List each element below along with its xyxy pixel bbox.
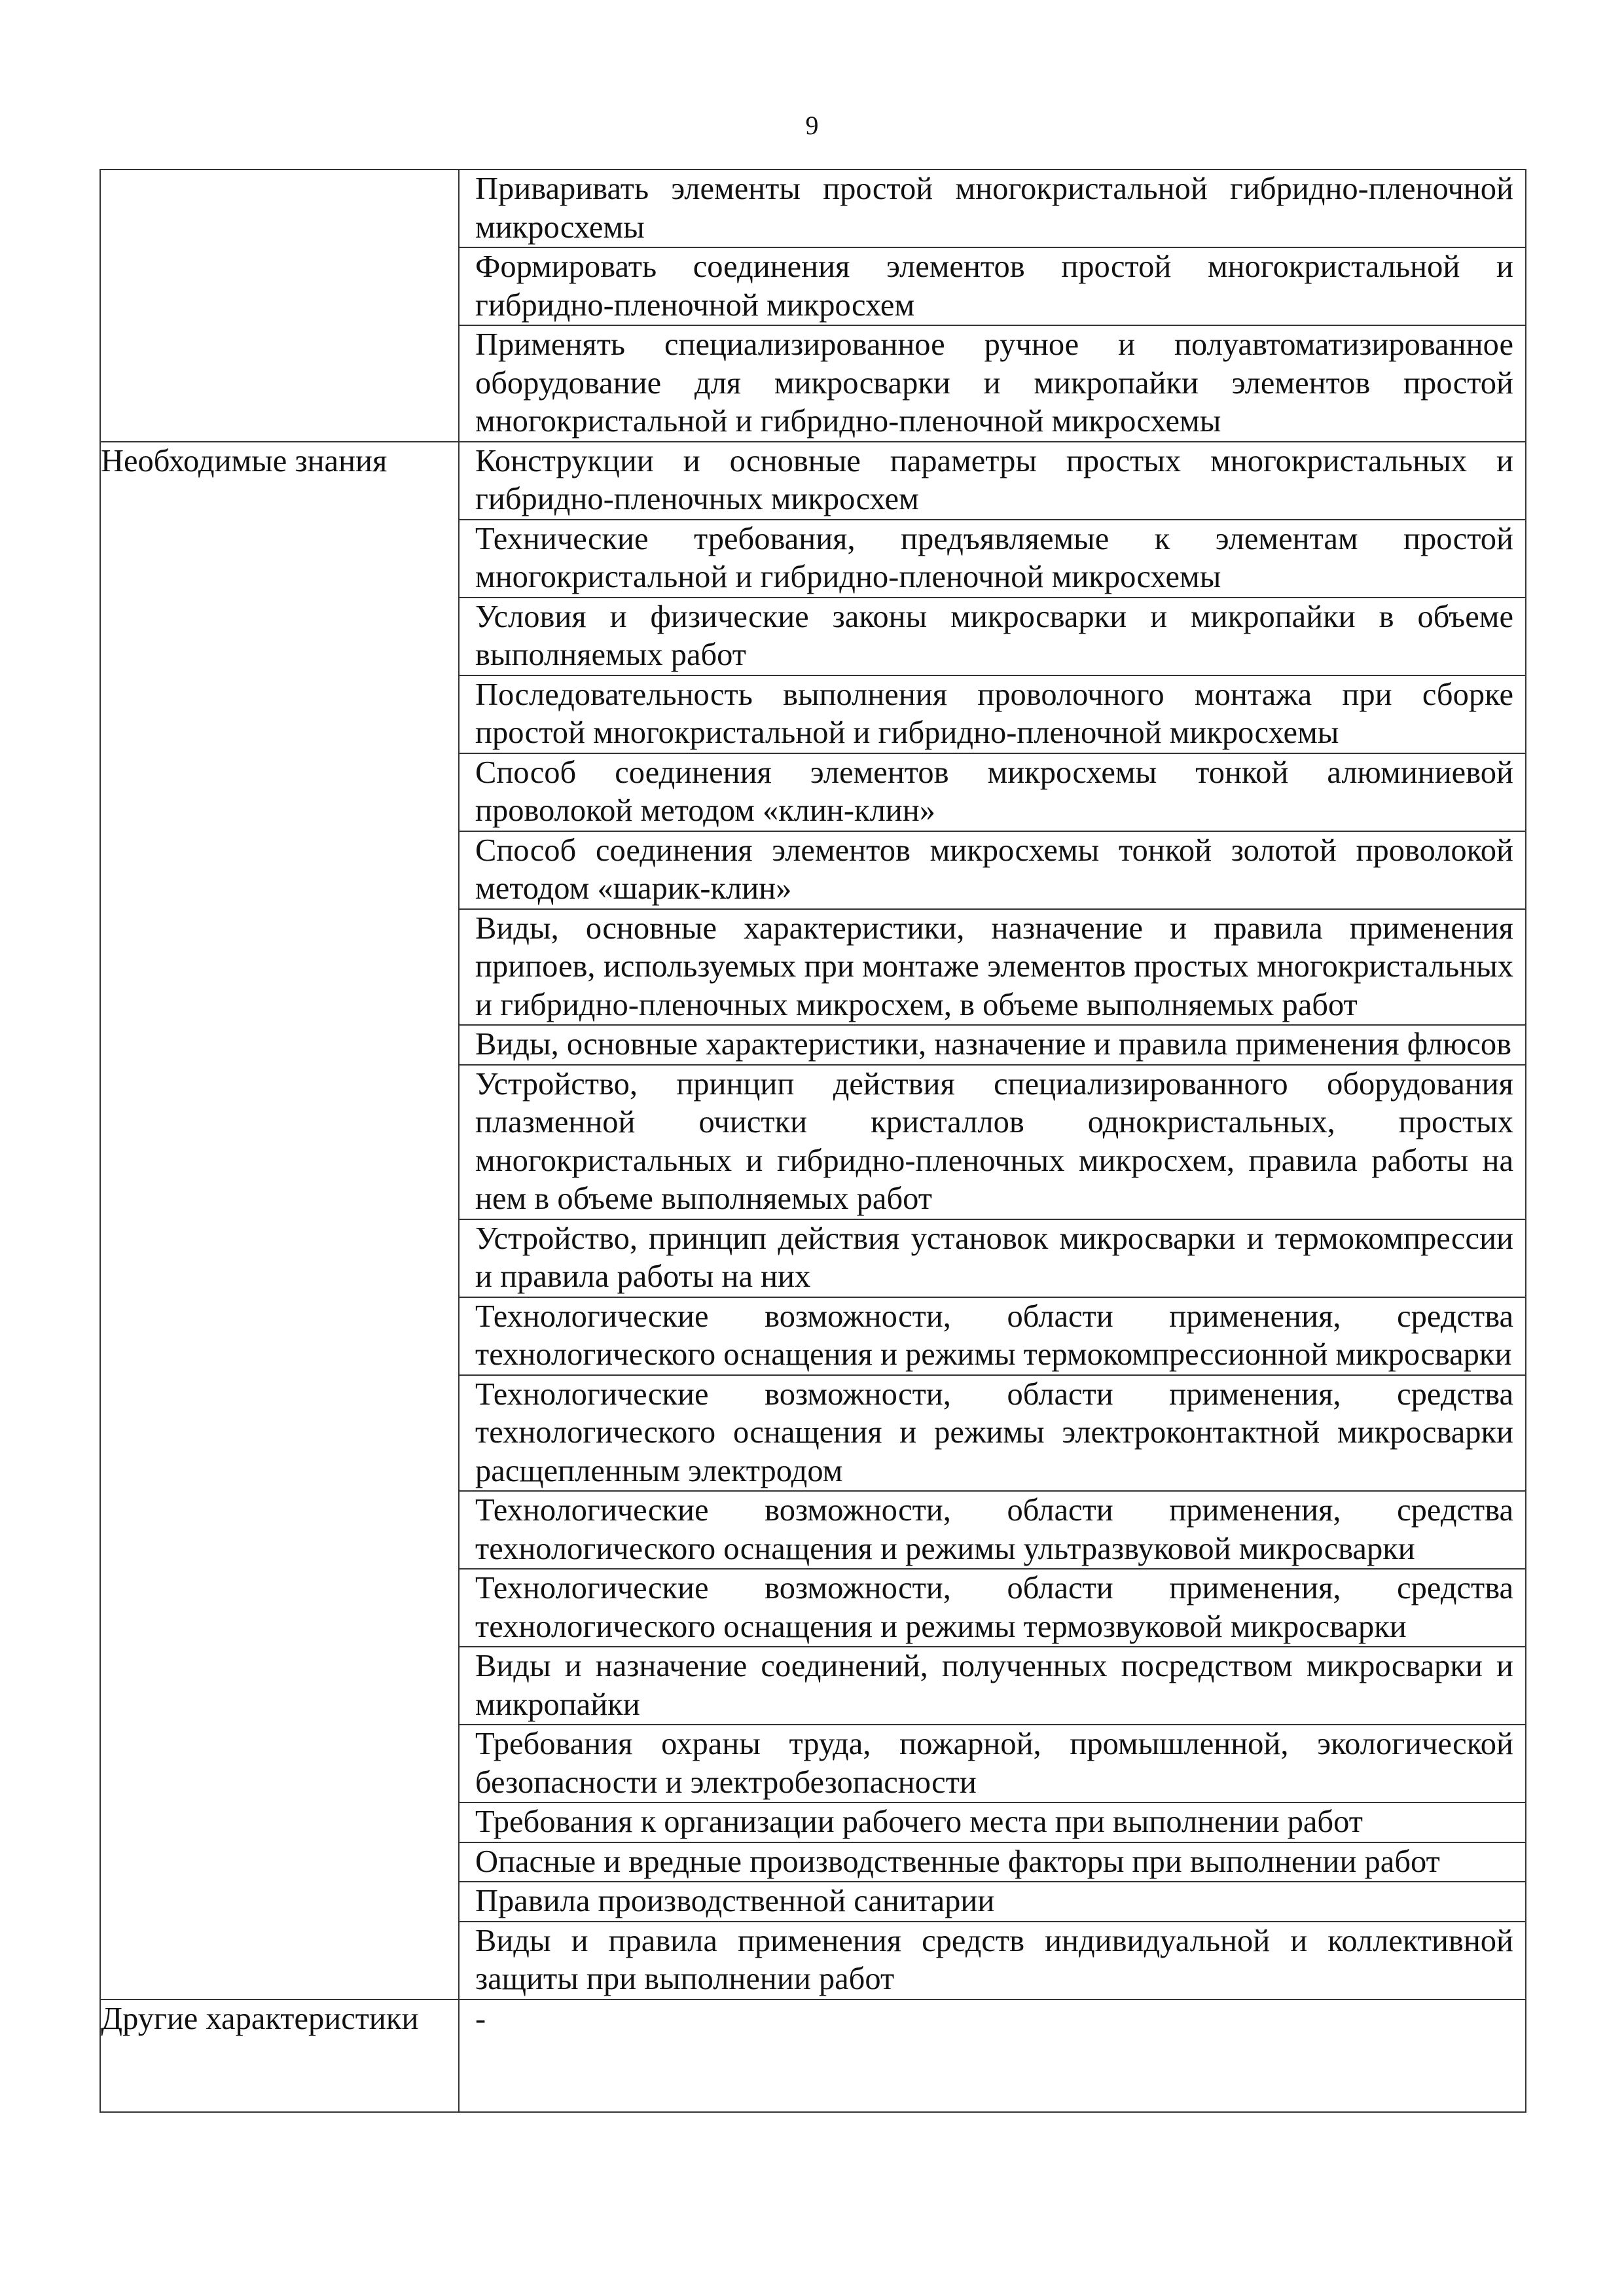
- list-item: Требования охраны труда, пожарной, промышленной, экологической безопасности и электробезопасности: [460, 1724, 1525, 1802]
- list-item: Способ соединения элементов микросхемы тонкой алюминиевой проволокой методом «клин-клин»: [460, 753, 1525, 831]
- list-item: Приваривать элементы простой многокристальной гибридно-пленочной микросхемы: [475, 171, 1513, 245]
- list-item: Последовательность выполнения проволочного монтажа при сборке простой многокристальной и гибридно-пленочной микросхемы: [460, 675, 1525, 753]
- table-row: [100, 170, 1526, 442]
- list-item: Формировать соединения элементов простой многокристальной и гибридно-пленочной микросхем: [460, 247, 1525, 325]
- list-item: Конструкции и основные параметры простых многокристальных и гибридно-пленочных микросхем: [475, 443, 1513, 516]
- list-item: Способ соединения элементов микросхемы тонкой золотой проволокой методом «шарик-клин»: [460, 831, 1525, 908]
- list-item: Технологические возможности, области применения, средства технологического оснащения и режимы электроконтактной микросварки расщепленным электродом: [460, 1374, 1525, 1491]
- list-item: Условия и физические законы микросварки и микропайки в объеме выполняемых работ: [460, 597, 1525, 675]
- qualification-table: [99, 169, 1526, 2113]
- row-content-cell: [459, 442, 1526, 2000]
- list-item: Виды и назначение соединений, полученных посредством микросварки и микропайки: [460, 1646, 1525, 1724]
- row-label: Другие характеристики: [101, 2001, 419, 2036]
- list-item: Виды, основные характеристики, назначение и правила применения припоев, используемых при монтаже элементов простых многокристальных и гибридно-пленочных микросхем, в объеме выполняемых работ: [460, 908, 1525, 1025]
- list-item: Требования к организации рабочего места при выполнении работ: [460, 1802, 1525, 1842]
- row-content-cell: [459, 170, 1526, 442]
- list-item: Технические требования, предъявляемые к элементам простой многокристальной и гибридно-пленочной микросхемы: [460, 519, 1525, 597]
- list-item: Правила производственной санитарии: [460, 1881, 1525, 1921]
- row-label-cell: [100, 2000, 459, 2112]
- list-item: Виды и правила применения средств индивидуальной и коллективной защиты при выполнении работ: [460, 1921, 1525, 1999]
- list-item: Технологические возможности, области применения, средства технологического оснащения и режимы ультразвуковой микросварки: [460, 1490, 1525, 1568]
- row-label: Необходимые знания: [101, 443, 388, 478]
- list-item: Виды, основные характеристики, назначение и правила применения флюсов: [460, 1024, 1525, 1064]
- list-item: Опасные и вредные производственные факторы при выполнении работ: [460, 1842, 1525, 1882]
- row-label-cell: [100, 442, 459, 2000]
- list-item: Применять специализированное ручное и полуавтоматизированное оборудование для микросварки и микропайки элементов простой многокристальной и гибридно-пленочной микросхемы: [460, 325, 1525, 441]
- table-row: [100, 442, 1526, 2000]
- list-item: Устройство, принцип действия специализированного оборудования плазменной очистки кристаллов однокристальных, простых многокристальных и гибридно-пленочных микросхем, правила работы на нем в объеме выполняемых работ: [460, 1064, 1525, 1219]
- row-content-cell: -: [459, 2000, 1526, 2112]
- page-number: 9: [805, 111, 819, 140]
- list-item: Технологические возможности, области применения, средства технологического оснащения и режимы термозвуковой микросварки: [460, 1568, 1525, 1646]
- table-row: [100, 2000, 1526, 2112]
- row-label-cell: [100, 170, 459, 442]
- list-item: Технологические возможности, области применения, средства технологического оснащения и режимы термокомпрессионной микросварки: [460, 1297, 1525, 1374]
- list-item: Устройство, принцип действия установок микросварки и термокомпрессии и правила работы на них: [460, 1219, 1525, 1297]
